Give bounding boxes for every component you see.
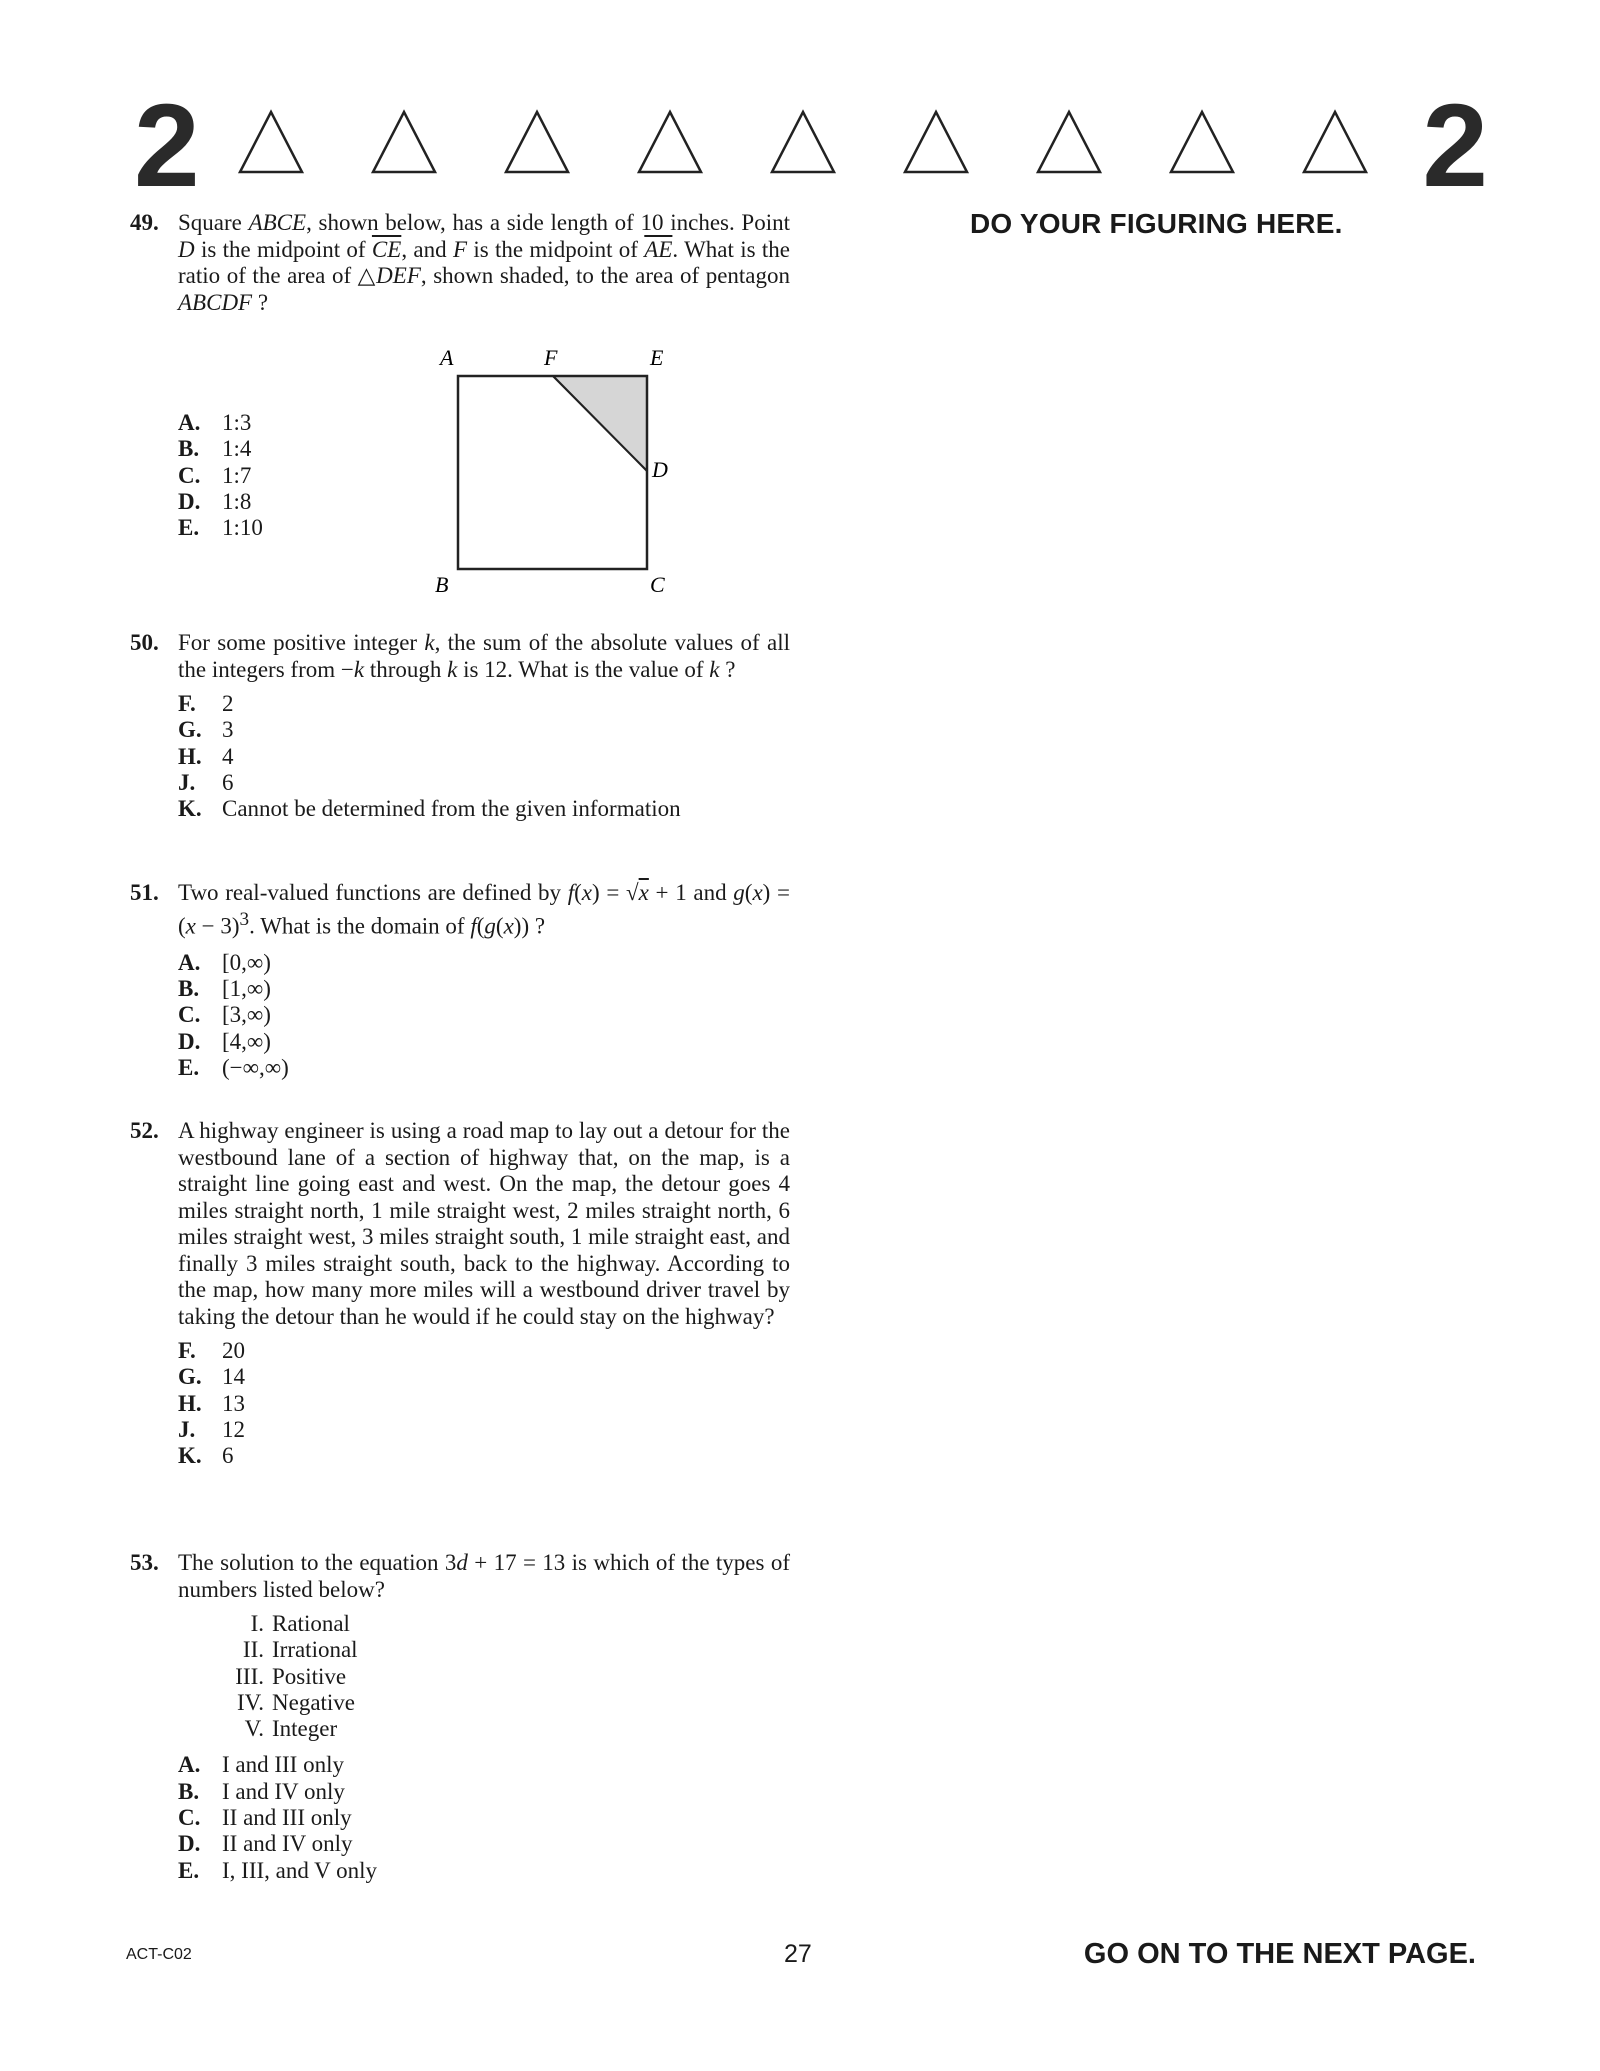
answer-option[interactable]: J. 6 (178, 769, 234, 795)
answer-option[interactable]: B. 1:4 (178, 436, 252, 462)
answer-option[interactable]: A. I and III only (178, 1752, 344, 1778)
triangle-row (236, 107, 1416, 187)
answer-option[interactable]: G. 14 (178, 1364, 245, 1390)
square-abce-figure (430, 340, 690, 610)
answer-option[interactable]: D. 1:8 (178, 488, 252, 514)
vertex-label-e: E (650, 345, 664, 370)
triangle-icon (901, 107, 971, 177)
answer-option[interactable]: E. 1:10 (178, 515, 263, 541)
figuring-note: DO YOUR FIGURING HERE. (970, 208, 1343, 239)
question-text: Square ABCE, shown below, has a side length of 10 inches. Point D is the midpoint of $\overline{CE}$, and F is the midpoint of $\overline{AE}$. What is the ratio of the area of △DEF, shown shaded, to the area of pentagon ABCDF ? (178, 210, 791, 315)
answer-option[interactable]: J. 12 (178, 1416, 245, 1442)
answer-options (178, 1338, 790, 1469)
roman-numeral-list (218, 1611, 790, 1742)
roman-item: III. Positive (235, 1663, 347, 1689)
page-footer (0, 1940, 1600, 1980)
vertex-label-f: F (544, 345, 558, 370)
answer-option[interactable]: K. 6 (178, 1443, 234, 1469)
question-text: Two real-valued functions are defined by f(x) = √x + 1 and $g(x) = (x - 3)^3$. What is the domain of f(g(x)) ? (178, 880, 790, 939)
answer-options (178, 1752, 790, 1883)
answer-options (178, 950, 790, 1081)
vertex-label-d: D (652, 457, 668, 482)
question-text: A highway engineer is using a road map to lay out a detour for the westbound lane of a section of highway that, on the map, is a straight line going east and west. On the map, the detour goes 4 miles straight north, 1 mile straight west, 2 miles straight north, 6 miles straight west, 3 miles straight south, 1 mile straight east, and finally 3 miles straight south, back to the highway. According to the map, how many more miles will a westbound driver travel by taking the detour than he would if he could stay on the highway? (178, 1118, 790, 1329)
vertex-label-a: A (440, 345, 454, 370)
section-number-right: 2 (1422, 80, 1488, 212)
question-50 (130, 630, 790, 822)
answer-option[interactable]: E. (−∞,∞) (178, 1054, 289, 1080)
triangle-icon (369, 107, 439, 177)
answer-option[interactable]: C. II and III only (178, 1805, 352, 1831)
answer-option[interactable]: G. 3 (178, 717, 234, 743)
triangle-icon (768, 107, 838, 177)
roman-item: IV. Negative (236, 1689, 356, 1715)
go-on-note: GO ON TO THE NEXT PAGE. (1083, 1938, 1476, 1970)
answer-option[interactable]: D. II and IV only (178, 1831, 353, 1857)
question-number: 50. (130, 630, 159, 655)
answer-option[interactable]: A. 1:3 (178, 410, 252, 435)
answer-option[interactable]: B. [1,∞) (178, 975, 271, 1001)
answer-option[interactable]: C. 1:7 (178, 462, 252, 488)
answer-options (178, 691, 790, 822)
question-number: 53. (130, 1550, 159, 1575)
answer-option[interactable]: C. [3,∞) (178, 1002, 271, 1028)
section-number-left: 2 (134, 80, 200, 212)
vertex-label-b: B (435, 572, 449, 597)
test-code: ACT-C02 (126, 1946, 192, 1963)
answer-option[interactable]: F. 2 (178, 691, 234, 716)
question-51 (130, 880, 790, 1081)
answer-option[interactable]: H. 4 (178, 743, 234, 769)
triangle-icon (502, 107, 572, 177)
answer-option[interactable]: E. I, III, and V only (178, 1857, 378, 1883)
answer-option[interactable]: F. 20 (178, 1338, 245, 1363)
question-52 (130, 1118, 790, 1469)
triangle-icon (635, 107, 705, 177)
question-53 (130, 1550, 790, 1884)
answer-option[interactable]: K. Cannot be determined from the given information (178, 796, 681, 822)
roman-item: I. Rational (250, 1611, 350, 1636)
answer-option[interactable]: A. [0,∞) (178, 949, 271, 975)
triangle-icon (236, 107, 306, 177)
question-number: 52. (130, 1118, 159, 1143)
roman-item: V. Integer (244, 1716, 338, 1742)
page-number: 27 (784, 1940, 812, 1968)
answer-option[interactable]: B. I and IV only (178, 1778, 345, 1804)
vertex-label-c: C (650, 572, 665, 597)
question-number: 49. (130, 210, 159, 235)
question-number: 51. (130, 880, 159, 905)
triangle-icon (1167, 107, 1237, 177)
triangle-icon (1300, 107, 1370, 177)
triangle-icon (1034, 107, 1104, 177)
section-header (128, 80, 1488, 212)
question-text: The solution to the equation 3d + 17 = 13 is which of the types of numbers listed below? (178, 1550, 790, 1602)
question-text: For some positive integer k, the sum of the absolute values of all the integers from −k through k is 12. What is the value of k ? (178, 630, 790, 682)
answer-option[interactable]: H. 13 (178, 1390, 245, 1416)
answer-option[interactable]: D. [4,∞) (178, 1028, 271, 1054)
roman-item: II. Irrational (242, 1637, 358, 1663)
